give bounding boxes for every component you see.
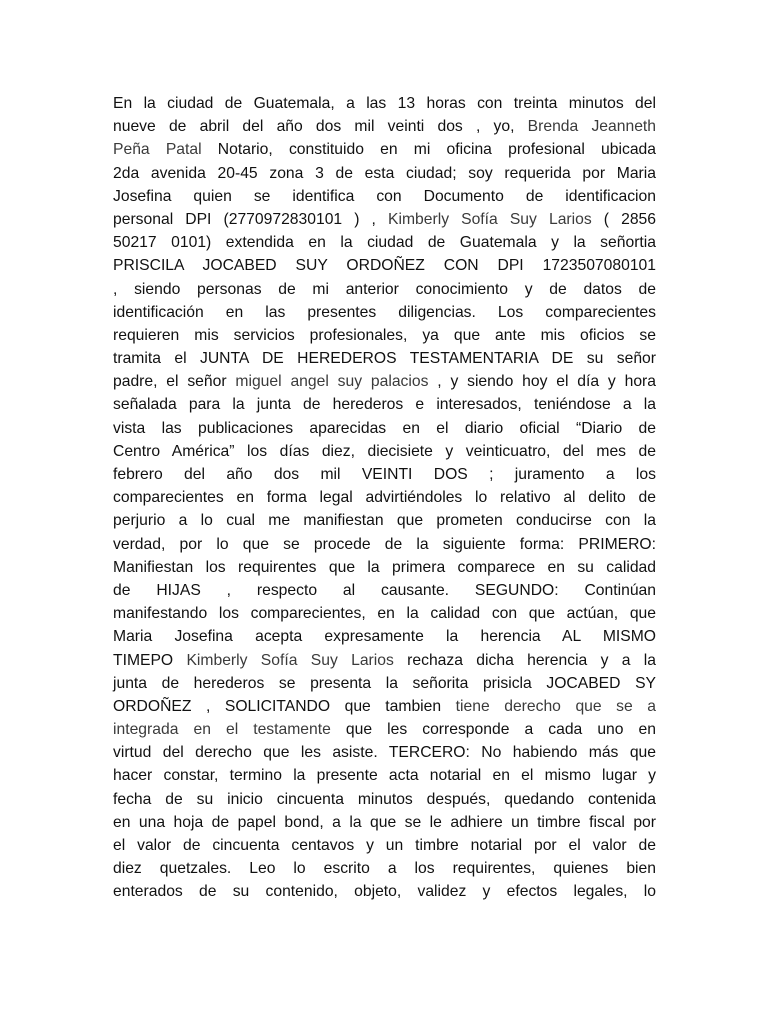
notarial-act-body	[113, 92, 656, 904]
line-text: ORDOÑEZ , SOLICITANDO que tambien	[113, 697, 456, 715]
line-text: PRISCILA JOCABED SUY ORDOÑEZ CON DPI 1723507080101	[113, 257, 656, 275]
text-line	[113, 741, 656, 764]
text-line	[113, 857, 656, 880]
text-line	[113, 602, 656, 625]
line-text: Manifiestan los requirentes que la primera comparece en su calidad	[113, 558, 656, 576]
line-text: identificación en las presentes diligencias. Los comparecientes	[113, 303, 656, 321]
highlighted-name-text: Kimberly Sofía Suy Larios	[186, 651, 394, 669]
text-line	[113, 115, 656, 138]
line-text: diez quetzales. Leo lo escrito a los requirentes, quienes bien	[113, 860, 656, 878]
line-text: padre, el señor	[113, 373, 236, 391]
text-line	[113, 880, 656, 903]
line-text: que les corresponde a cada uno en	[330, 721, 656, 739]
text-line	[113, 649, 656, 672]
line-text: Maria Josefina acepta expresamente la herencia AL MISMO	[113, 628, 656, 646]
line-text: virtud del derecho que les asiste. TERCERO: No habiendo más que	[113, 744, 656, 762]
line-text: verdad, por lo que se procede de la siguiente forma: PRIMERO:	[113, 535, 656, 553]
line-text: tramita el JUNTA DE HEREDEROS TESTAMENTARIA DE su señor	[113, 350, 656, 368]
line-text: ( 2856	[591, 210, 657, 228]
highlighted-name-text: tiene derecho que se a	[455, 697, 656, 715]
text-line	[113, 509, 656, 532]
text-line	[113, 463, 656, 486]
line-text: en una hoja de papel bond, a la que se le adhiere un timbre fiscal por	[113, 813, 656, 831]
line-text: de HIJAS , respecto al causante. SEGUNDO: Continúan	[113, 581, 656, 599]
text-line	[113, 579, 656, 602]
text-line	[113, 625, 656, 648]
line-text: Josefina quien se identifica con Documento de identificacion	[113, 187, 656, 205]
text-line	[113, 370, 656, 393]
text-line	[113, 208, 656, 231]
line-text: 2da avenida 20-45 zona 3 de esta ciudad; soy requerida por Maria	[113, 164, 656, 182]
text-line	[113, 486, 656, 509]
text-line	[113, 533, 656, 556]
highlighted-name-text: integrada en el testamente	[113, 721, 331, 739]
line-text: fecha de su inicio cincuenta minutos después, quedando contenida	[113, 790, 656, 808]
line-text: Centro América” los días diez, diecisiete y veinticuatro, del mes de	[113, 442, 656, 460]
text-line	[113, 834, 656, 857]
text-line	[113, 556, 656, 579]
text-line	[113, 811, 656, 834]
highlighted-name-text: Peña Patal	[113, 141, 202, 159]
line-text: hacer constar, termino la presente acta notarial en el mismo lugar y	[113, 767, 656, 785]
text-line	[113, 254, 656, 277]
line-text: señalada para la junta de herederos e interesados, teniéndose a la	[113, 396, 656, 414]
text-line	[113, 393, 656, 416]
line-text: febrero del año dos mil VEINTI DOS ; juramento a los	[113, 466, 656, 483]
text-line	[113, 788, 656, 811]
highlighted-name-text: miguel angel suy palacios	[235, 373, 429, 391]
line-text: perjurio a lo cual me manifiestan que prometen conducirse con la	[113, 512, 656, 530]
line-text: junta de herederos se presenta la señorita prisicla JOCABED SY	[113, 674, 656, 692]
text-line	[113, 417, 656, 440]
text-line	[113, 162, 656, 185]
text-line	[113, 278, 656, 301]
highlighted-name-text: Brenda Jeanneth	[527, 118, 657, 136]
text-line	[113, 672, 656, 695]
text-line	[113, 324, 656, 347]
text-line	[113, 764, 656, 787]
line-text: nueve de abril del año dos mil veinti dos , yo,	[113, 118, 528, 136]
line-text: Notario, constituido en mi oficina profesional ubicada	[201, 141, 656, 159]
line-text: vista las publicaciones aparecidas en el diario oficial “Diario de	[113, 419, 656, 437]
line-text: comparecientes en forma legal advirtiéndoles lo relativo al delito de	[113, 489, 656, 507]
line-text: el valor de cincuenta centavos y un timbre notarial por el valor de	[113, 837, 656, 854]
text-line	[113, 440, 656, 463]
text-line	[113, 231, 656, 254]
line-text: manifestando los comparecientes, en la calidad con que actúan, que	[113, 605, 656, 623]
line-text: , y siendo hoy el día y hora	[428, 373, 656, 391]
line-text: TIMEPO	[113, 651, 187, 669]
text-line	[113, 92, 656, 115]
line-text: , siendo personas de mi anterior conocimiento y de datos de	[113, 280, 656, 298]
line-text: 50217 0101) extendida en la ciudad de Guatemala y la señortia	[113, 234, 656, 252]
line-text: requieren mis servicios profesionales, ya que ante mis oficios se	[113, 326, 656, 344]
highlighted-name-text: Kimberly Sofía Suy Larios	[388, 210, 592, 228]
text-line	[113, 138, 656, 161]
line-text: rechaza dicha herencia y a la	[393, 651, 657, 669]
text-line	[113, 185, 656, 208]
line-text: En la ciudad de Guatemala, a las 13 horas con treinta minutos del	[113, 95, 656, 112]
text-line	[113, 347, 656, 370]
line-text: enterados de su contenido, objeto, validez y efectos legales, lo	[113, 883, 656, 901]
line-text: personal DPI (2770972830101 ) ,	[113, 210, 389, 228]
text-line	[113, 718, 656, 741]
text-line	[113, 301, 656, 324]
text-line	[113, 695, 656, 718]
